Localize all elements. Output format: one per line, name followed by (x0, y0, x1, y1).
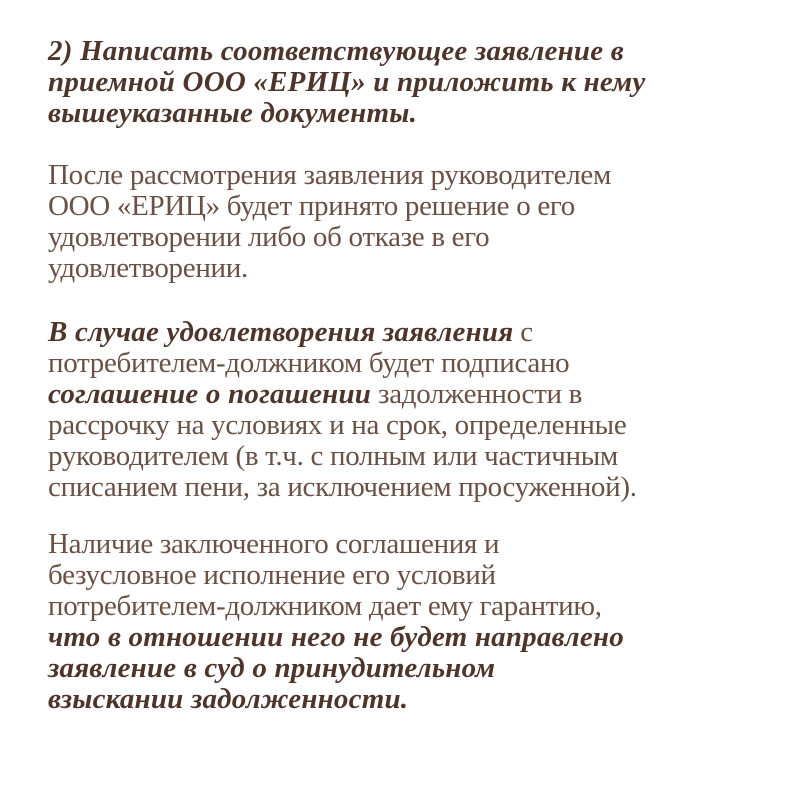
text-line: списанием пени, за исключением просуженной). (48, 471, 637, 503)
approval-paragraph (48, 317, 637, 503)
heading-line: 2) Написать соответствующее заявление в (48, 35, 624, 67)
text-line: потребителем-должником дает ему гарантию, (48, 590, 602, 622)
heading-line: вышеуказанные документы. (48, 97, 418, 129)
text-line: Наличие заключенного соглашения и (48, 528, 500, 560)
text-line (48, 317, 637, 348)
heading-line: приемной ООО «ЕРИЦ» и приложить к нему (48, 66, 646, 98)
step-heading (48, 36, 645, 129)
text-line: ООО «ЕРИЦ» будет принято решение о его (48, 190, 575, 222)
review-paragraph (48, 160, 611, 284)
text-fragment: с (513, 316, 533, 348)
text-line: безусловное исполнение его условий (48, 559, 496, 591)
text-line: После рассмотрения заявления руководителем (48, 159, 611, 191)
text-line (48, 379, 637, 410)
emphasis-line: что в отношении него не будет направлено (48, 621, 624, 653)
text-line: руководителем (в т.ч. с полным или частичным (48, 440, 618, 472)
emphasis-text: В случае удовлетворения заявления (48, 316, 514, 348)
emphasis-line: взыскании задолженности. (48, 683, 409, 715)
text-line: удовлетворении либо об отказе в его (48, 221, 490, 253)
text-line: потребителем-должником будет подписано (48, 347, 570, 379)
text-fragment: задолженности в (371, 378, 583, 410)
emphasis-line: заявление в суд о принудительном (48, 652, 496, 684)
text-line: рассрочку на условиях и на срок, определенные (48, 409, 627, 441)
emphasis-text: соглашение о погашении (48, 378, 372, 410)
text-line: удовлетворении. (48, 252, 248, 284)
guarantee-paragraph (48, 529, 624, 715)
